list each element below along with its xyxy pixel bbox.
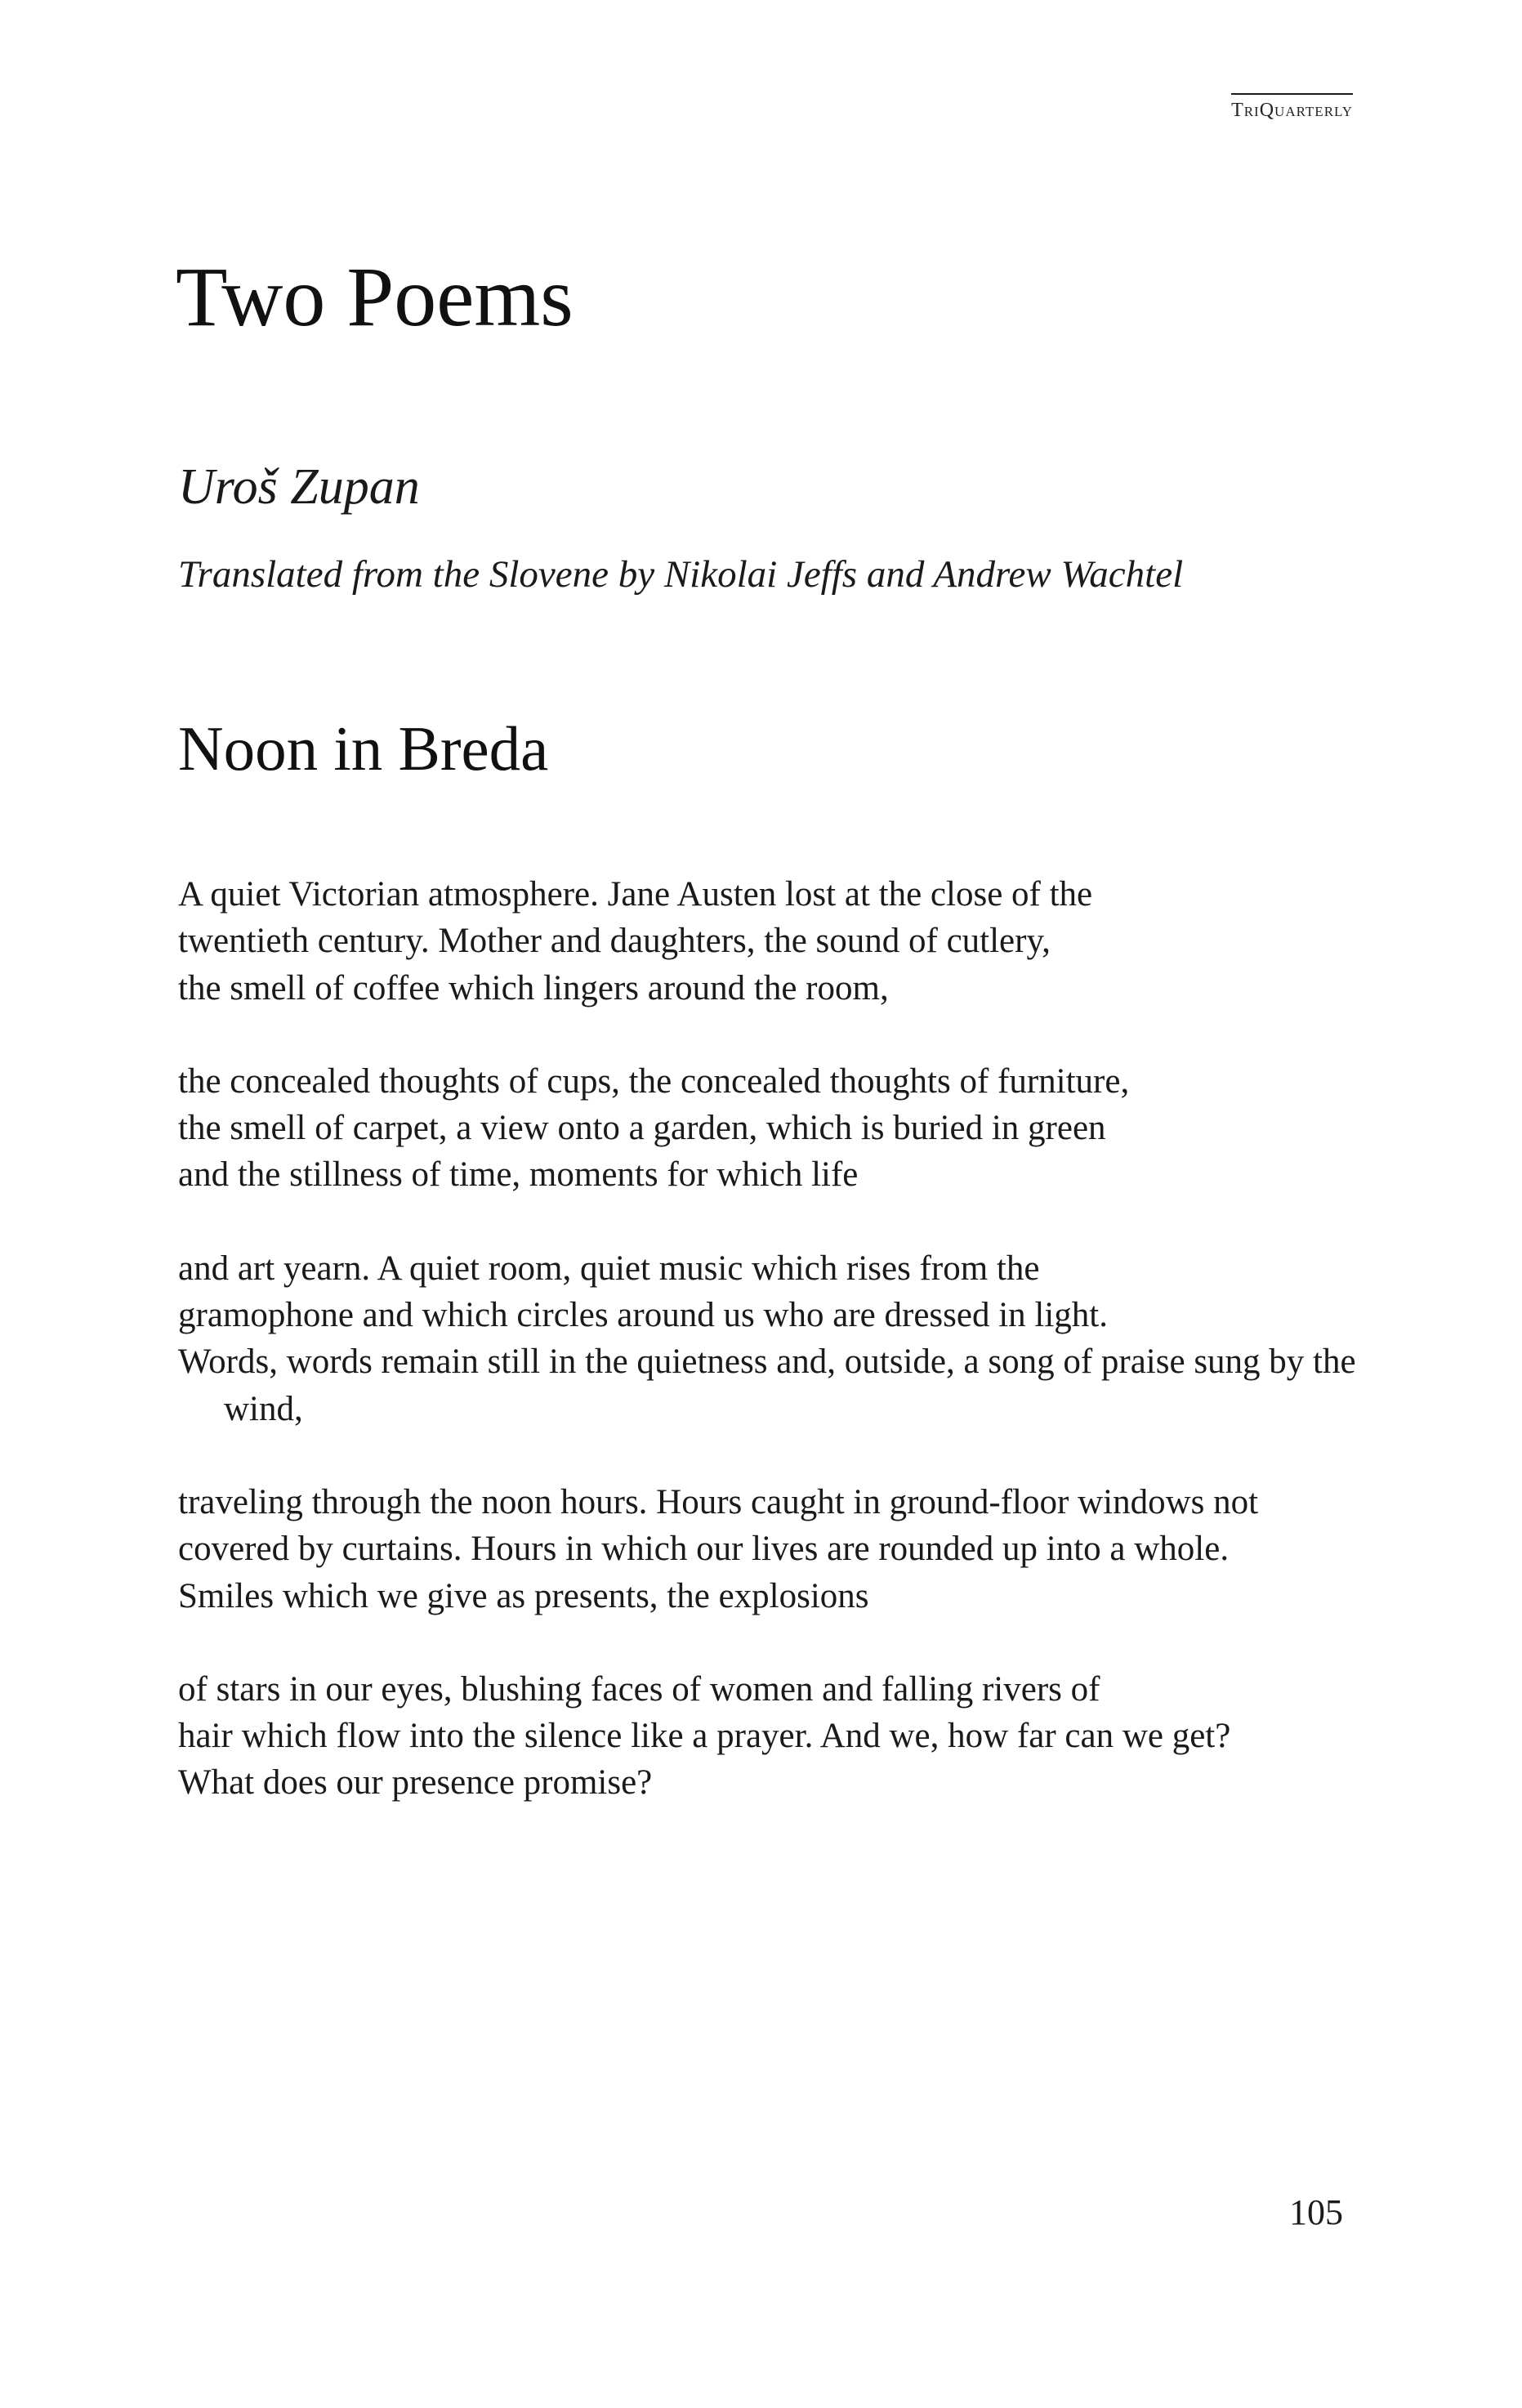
poem-line: the concealed thoughts of cups, the concealed thoughts of furniture, [178, 1061, 1130, 1101]
poem-line: hair which flow into the silence like a prayer. And we, how far can we get? [178, 1717, 1231, 1756]
stanza [178, 1058, 1363, 1199]
poem-title: Noon in Breda [178, 713, 549, 784]
stanza [178, 1245, 1363, 1432]
author-name: Uroš Zupan [178, 459, 420, 515]
poem-line: Smiles which we give as presents, the explosions [178, 1576, 869, 1615]
poem-line: What does our presence promise? [178, 1763, 653, 1803]
poem-line: and the stillness of time, moments for which life [178, 1155, 859, 1195]
poem-line: of stars in our eyes, blushing faces of women and falling rivers of [178, 1669, 1100, 1709]
poem-line: covered by curtains. Hours in which our lives are rounded up into a whole. [178, 1530, 1230, 1569]
poem-line: traveling through the noon hours. Hours caught in ground-floor windows not [178, 1482, 1259, 1521]
running-head: TriQuarterly [1231, 93, 1353, 122]
stanza [178, 1479, 1363, 1619]
poem-line: the smell of coffee which lingers around the room, [178, 968, 889, 1007]
stanza [178, 871, 1363, 1012]
page-number: 105 [1289, 2192, 1343, 2232]
stanza [178, 1666, 1363, 1807]
poem-line: and art yearn. A quiet room, quiet music which rises from the [178, 1249, 1040, 1288]
poem-line: Words, words remain still in the quietness and, outside, a song of praise sung by the wind, [178, 1342, 1356, 1428]
poem-body [178, 871, 1363, 1853]
poem-line: the smell of carpet, a view onto a garden, which is buried in green [178, 1109, 1106, 1148]
poem-line: gramophone and which circles around us who are dressed in light. [178, 1296, 1108, 1335]
article-title: Two Poems [176, 250, 574, 344]
translator-credit: Translated from the Slovene by Nikolai Jeffs and Andrew Wachtel [178, 553, 1184, 596]
poem-line: A quiet Victorian atmosphere. Jane Austen lost at the close of the [178, 875, 1093, 914]
poem-line: twentieth century. Mother and daughters, the sound of cutlery, [178, 922, 1051, 961]
